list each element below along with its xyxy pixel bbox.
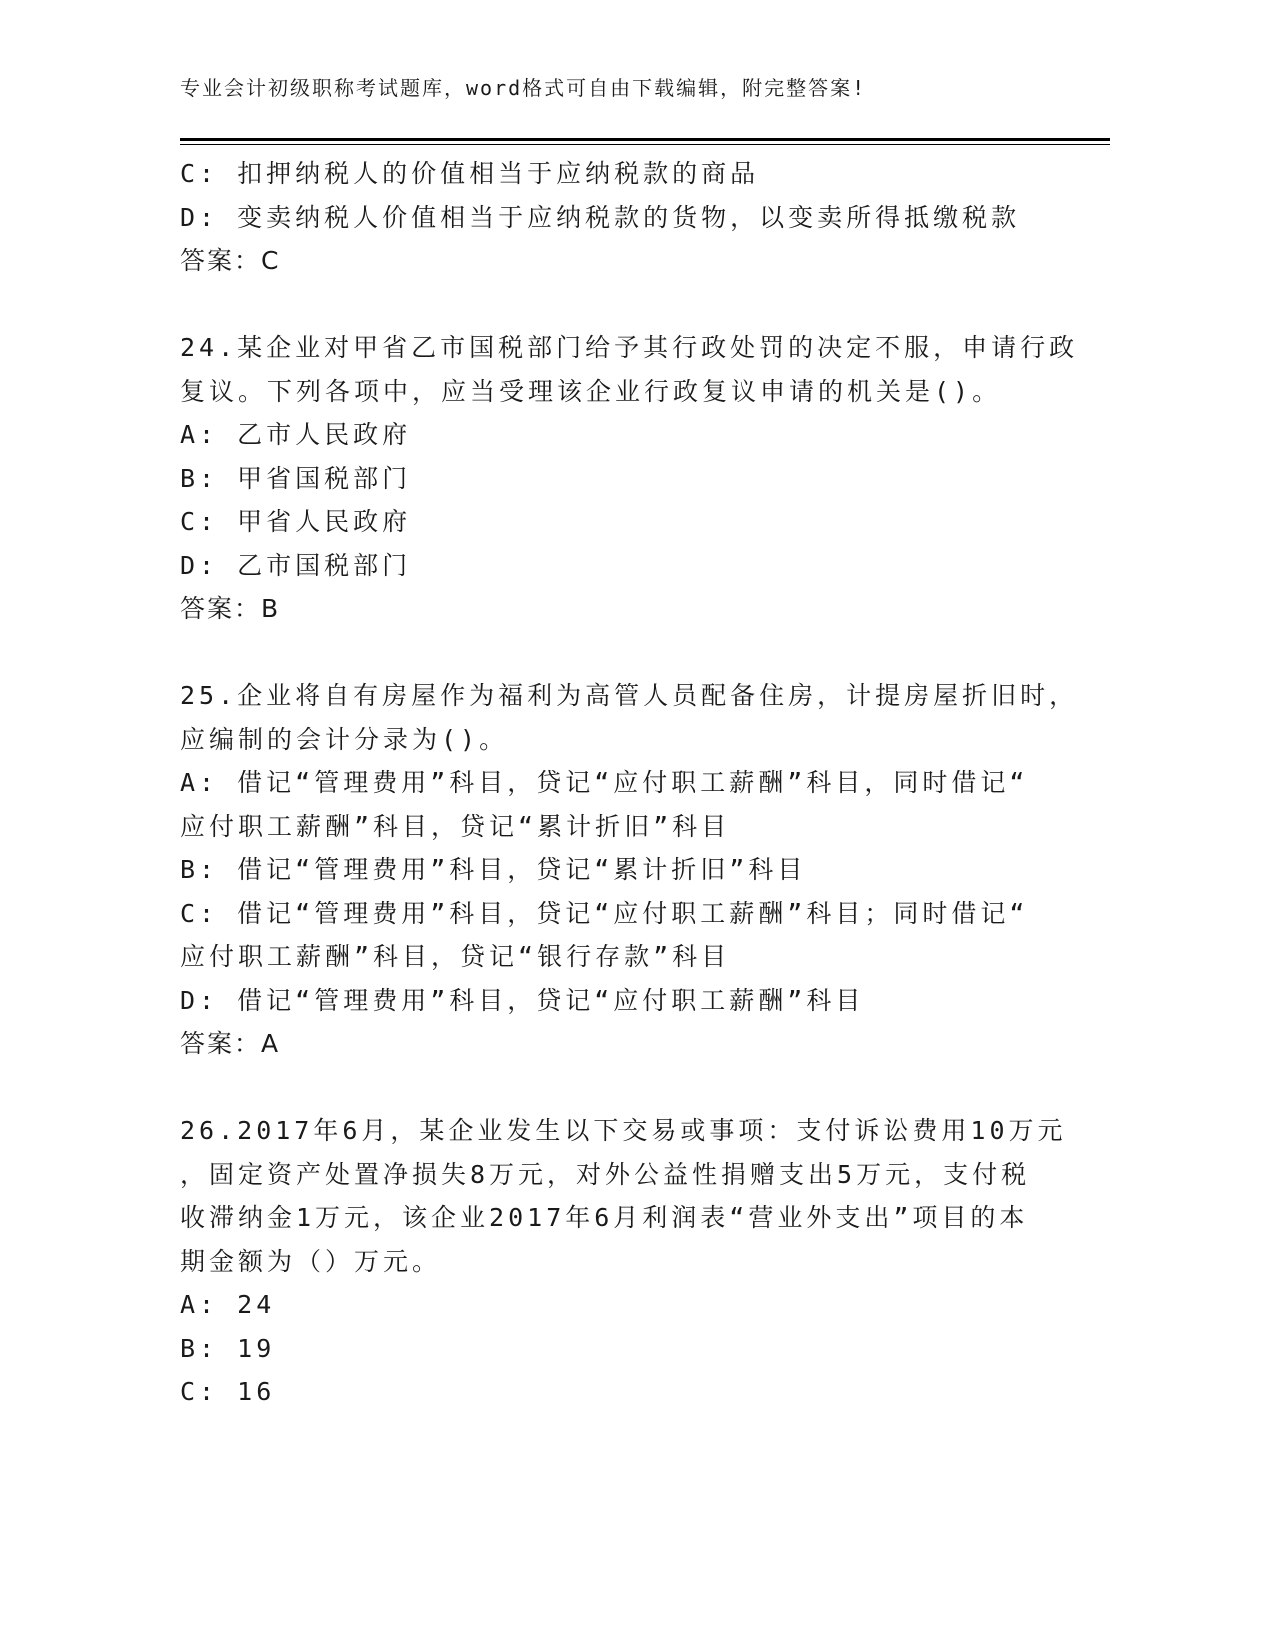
block-spacer [180,631,1060,675]
header-rule-thick [180,138,1110,141]
question-stem: 复议。下列各项中，应当受理该企业行政复议申请的机关是()。 [180,376,1002,406]
question-stem: 26.2017年6月，某企业发生以下交易或事项：支付诉讼费用10万元 [180,1116,1067,1145]
answer-line: 答案：B [180,594,281,623]
option-d: D: 乙市国税部门 [180,550,412,580]
question-block-23 [180,152,1060,283]
question-stem: 收滞纳金1万元，该企业2017年6月利润表“营业外支出”项目的本 [180,1203,1029,1232]
option-a-continued: 应付职工薪酬”科目，贷记“累计折旧”科目 [180,811,731,841]
option-b: B: 借记“管理费用”科目，贷记“累计折旧”科目 [180,855,807,884]
question-stem: 期金额为（）万元。 [180,1246,442,1276]
header-rule-thin [180,144,1110,145]
question-stem: 应编制的会计分录为()。 [180,724,509,754]
option-c-continued: 应付职工薪酬”科目，贷记“银行存款”科目 [180,942,731,971]
option-d: D: 变卖纳税人价值相当于应纳税款的货物，以变卖所得抵缴税款 [180,202,1021,232]
option-a: A: 24 [180,1290,276,1319]
question-stem: ，固定资产处置净损失8万元，对外公益性捐赠支出5万元，支付税 [180,1159,1031,1189]
question-stem: 25.企业将自有房屋作为福利为高管人员配备住房，计提房屋折旧时， [180,681,1079,710]
question-content [180,152,1079,1414]
question-stem: 24.某企业对甲省乙市国税部门给予其行政处罚的决定不服，申请行政 [180,333,1079,362]
option-c: C: 16 [180,1377,276,1406]
option-c: C: 借记“管理费用”科目，贷记“应付职工薪酬”科目；同时借记“ [180,898,1029,928]
question-block-24 [180,326,1079,631]
option-c: C: 甲省人民政府 [180,507,412,536]
option-d: D: 借记“管理费用”科目，贷记“应付职工薪酬”科目 [180,985,865,1015]
option-b: B: 甲省国税部门 [180,463,412,493]
document-page [180,0,1110,1650]
option-a: A: 借记“管理费用”科目，贷记“应付职工薪酬”科目，同时借记“ [180,768,1029,797]
page-header: 专业会计初级职称考试题库，word格式可自由下载编辑，附完整答案! [180,76,867,100]
answer-line: 答案：C [180,246,281,275]
answer-line: 答案：A [180,1029,281,1058]
option-c: C: 扣押纳税人的价值相当于应纳税款的商品 [180,159,760,188]
option-a: A: 乙市人民政府 [180,420,412,449]
block-spacer [180,1066,1060,1110]
question-block-25 [180,674,1079,1066]
option-b: B: 19 [180,1333,276,1363]
block-spacer [180,283,1060,327]
question-block-26 [180,1109,1067,1414]
